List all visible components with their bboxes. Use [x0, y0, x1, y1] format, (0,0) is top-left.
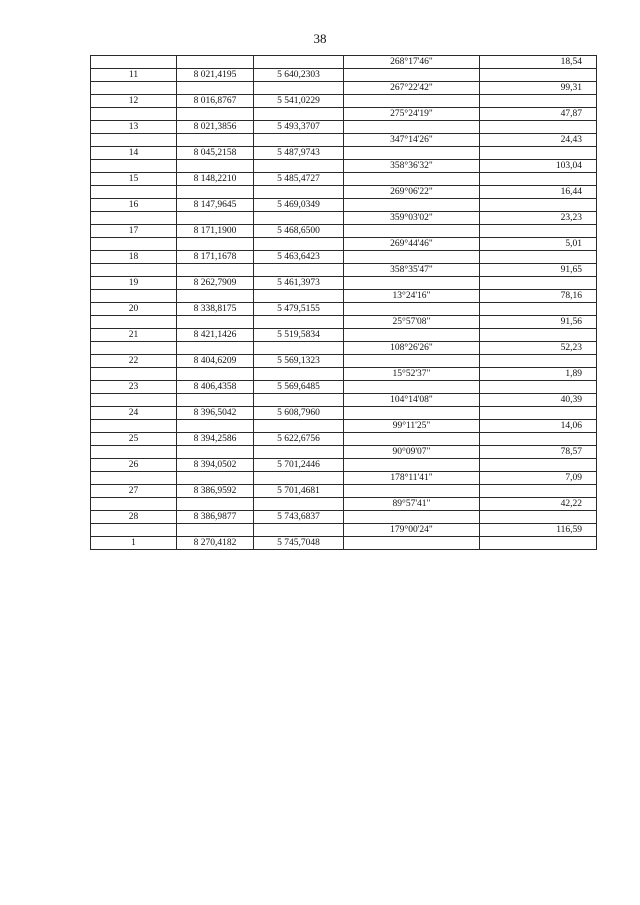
y-coordinate-cell: 5 569,6485 [254, 381, 344, 394]
angle-cell [344, 121, 480, 134]
x-coordinate-cell: 8 021,4195 [177, 69, 254, 82]
x-coordinate-cell: 8 386,9592 [177, 485, 254, 498]
point-number-cell: 22 [91, 355, 177, 368]
y-coordinate-cell: 5 608,7960 [254, 407, 344, 420]
length-cell: 7,09 [480, 472, 597, 485]
angle-cell: 99°11'25" [344, 420, 480, 433]
angle-cell: 178°11'41" [344, 472, 480, 485]
y-coordinate-cell [254, 498, 344, 511]
point-number-cell: 17 [91, 225, 177, 238]
angle-cell: 25°57'08" [344, 316, 480, 329]
point-row [91, 459, 597, 472]
y-coordinate-cell: 5 640,2303 [254, 69, 344, 82]
x-coordinate-cell: 8 386,9877 [177, 511, 254, 524]
x-coordinate-cell [177, 394, 254, 407]
angle-cell [344, 251, 480, 264]
angle-cell: 268°17'46" [344, 56, 480, 69]
point-row [91, 147, 597, 160]
y-coordinate-cell: 5 701,4681 [254, 485, 344, 498]
y-coordinate-cell [254, 82, 344, 95]
length-cell: 47,87 [480, 108, 597, 121]
point-row [91, 407, 597, 420]
y-coordinate-cell [254, 342, 344, 355]
x-coordinate-cell: 8 338,8175 [177, 303, 254, 316]
x-coordinate-cell [177, 56, 254, 69]
x-coordinate-cell: 8 270,4182 [177, 537, 254, 550]
length-cell [480, 225, 597, 238]
y-coordinate-cell: 5 463,6423 [254, 251, 344, 264]
y-coordinate-cell [254, 290, 344, 303]
point-number-cell [91, 108, 177, 121]
length-cell [480, 251, 597, 264]
length-cell: 40,39 [480, 394, 597, 407]
x-coordinate-cell [177, 368, 254, 381]
length-cell [480, 303, 597, 316]
y-coordinate-cell: 5 745,7048 [254, 537, 344, 550]
angle-cell [344, 199, 480, 212]
angle-cell [344, 355, 480, 368]
y-coordinate-cell [254, 186, 344, 199]
point-number-cell [91, 316, 177, 329]
x-coordinate-cell [177, 186, 254, 199]
point-number-cell: 1 [91, 537, 177, 550]
angle-cell: 358°36'32" [344, 160, 480, 173]
y-coordinate-cell [254, 420, 344, 433]
point-row [91, 511, 597, 524]
coordinates-table [90, 55, 597, 550]
angle-cell: 347°14'26" [344, 134, 480, 147]
angle-cell [344, 69, 480, 82]
y-coordinate-cell [254, 264, 344, 277]
point-row [91, 329, 597, 342]
length-cell [480, 537, 597, 550]
y-coordinate-cell: 5 493,3707 [254, 121, 344, 134]
point-row [91, 121, 597, 134]
segment-row [91, 108, 597, 121]
point-number-cell [91, 368, 177, 381]
angle-cell: 108°26'26" [344, 342, 480, 355]
segment-row [91, 212, 597, 225]
segment-row [91, 160, 597, 173]
point-number-cell: 25 [91, 433, 177, 446]
segment-row [91, 134, 597, 147]
point-number-cell: 26 [91, 459, 177, 472]
segment-row [91, 186, 597, 199]
length-cell [480, 277, 597, 290]
y-coordinate-cell [254, 394, 344, 407]
segment-row [91, 264, 597, 277]
x-coordinate-cell [177, 342, 254, 355]
length-cell: 99,31 [480, 82, 597, 95]
x-coordinate-cell: 8 394,0502 [177, 459, 254, 472]
point-number-cell [91, 56, 177, 69]
segment-row [91, 82, 597, 95]
segment-row [91, 446, 597, 459]
y-coordinate-cell: 5 469,0349 [254, 199, 344, 212]
point-number-cell [91, 160, 177, 173]
x-coordinate-cell: 8 396,5042 [177, 407, 254, 420]
length-cell: 103,04 [480, 160, 597, 173]
length-cell [480, 199, 597, 212]
length-cell: 91,56 [480, 316, 597, 329]
segment-row [91, 472, 597, 485]
point-number-cell: 19 [91, 277, 177, 290]
y-coordinate-cell: 5 541,0229 [254, 95, 344, 108]
angle-cell: 13°24'16" [344, 290, 480, 303]
length-cell: 1,89 [480, 368, 597, 381]
segment-row [91, 56, 597, 69]
y-coordinate-cell [254, 446, 344, 459]
length-cell [480, 173, 597, 186]
coordinates-table-body [91, 56, 597, 550]
x-coordinate-cell: 8 148,2210 [177, 173, 254, 186]
y-coordinate-cell: 5 468,6500 [254, 225, 344, 238]
x-coordinate-cell: 8 262,7909 [177, 277, 254, 290]
point-row [91, 433, 597, 446]
length-cell [480, 485, 597, 498]
y-coordinate-cell: 5 487,9743 [254, 147, 344, 160]
point-number-cell [91, 186, 177, 199]
point-number-cell [91, 134, 177, 147]
y-coordinate-cell: 5 743,6837 [254, 511, 344, 524]
point-number-cell: 15 [91, 173, 177, 186]
y-coordinate-cell: 5 479,5155 [254, 303, 344, 316]
point-number-cell: 23 [91, 381, 177, 394]
x-coordinate-cell [177, 134, 254, 147]
x-coordinate-cell [177, 212, 254, 225]
y-coordinate-cell [254, 238, 344, 251]
angle-cell [344, 173, 480, 186]
angle-cell [344, 459, 480, 472]
x-coordinate-cell: 8 404,6209 [177, 355, 254, 368]
length-cell: 18,54 [480, 56, 597, 69]
angle-cell [344, 95, 480, 108]
y-coordinate-cell [254, 134, 344, 147]
angle-cell: 267°22'42" [344, 82, 480, 95]
x-coordinate-cell [177, 498, 254, 511]
y-coordinate-cell: 5 519,5834 [254, 329, 344, 342]
angle-cell: 269°44'46" [344, 238, 480, 251]
length-cell: 78,57 [480, 446, 597, 459]
length-cell [480, 121, 597, 134]
point-row [91, 95, 597, 108]
point-number-cell [91, 524, 177, 537]
angle-cell [344, 381, 480, 394]
y-coordinate-cell [254, 472, 344, 485]
length-cell [480, 459, 597, 472]
angle-cell: 359°03'02" [344, 212, 480, 225]
y-coordinate-cell [254, 108, 344, 121]
point-number-cell [91, 290, 177, 303]
segment-row [91, 368, 597, 381]
y-coordinate-cell [254, 160, 344, 173]
x-coordinate-cell [177, 472, 254, 485]
point-number-cell: 16 [91, 199, 177, 212]
x-coordinate-cell [177, 420, 254, 433]
y-coordinate-cell: 5 485,4727 [254, 173, 344, 186]
angle-cell: 90°09'07" [344, 446, 480, 459]
segment-row [91, 238, 597, 251]
point-row [91, 277, 597, 290]
point-number-cell [91, 420, 177, 433]
point-number-cell [91, 82, 177, 95]
point-number-cell [91, 342, 177, 355]
length-cell: 42,22 [480, 498, 597, 511]
x-coordinate-cell [177, 160, 254, 173]
y-coordinate-cell [254, 316, 344, 329]
angle-cell [344, 147, 480, 160]
angle-cell [344, 303, 480, 316]
angle-cell [344, 511, 480, 524]
x-coordinate-cell [177, 446, 254, 459]
segment-row [91, 420, 597, 433]
length-cell [480, 511, 597, 524]
point-number-cell: 14 [91, 147, 177, 160]
point-row [91, 537, 597, 550]
point-number-cell: 20 [91, 303, 177, 316]
angle-cell: 179°00'24" [344, 524, 480, 537]
x-coordinate-cell: 8 171,1900 [177, 225, 254, 238]
x-coordinate-cell: 8 147,9645 [177, 199, 254, 212]
y-coordinate-cell: 5 622,6756 [254, 433, 344, 446]
x-coordinate-cell [177, 524, 254, 537]
point-number-cell [91, 498, 177, 511]
length-cell: 78,16 [480, 290, 597, 303]
point-row [91, 69, 597, 82]
x-coordinate-cell [177, 82, 254, 95]
angle-cell [344, 485, 480, 498]
y-coordinate-cell: 5 569,1323 [254, 355, 344, 368]
length-cell [480, 407, 597, 420]
length-cell: 16,44 [480, 186, 597, 199]
length-cell [480, 147, 597, 160]
point-row [91, 355, 597, 368]
angle-cell: 269°06'22" [344, 186, 480, 199]
x-coordinate-cell [177, 316, 254, 329]
point-number-cell: 21 [91, 329, 177, 342]
length-cell: 24,43 [480, 134, 597, 147]
angle-cell: 15°52'37" [344, 368, 480, 381]
length-cell [480, 69, 597, 82]
y-coordinate-cell [254, 56, 344, 69]
point-number-cell: 11 [91, 69, 177, 82]
length-cell [480, 355, 597, 368]
y-coordinate-cell [254, 524, 344, 537]
angle-cell: 104°14'08" [344, 394, 480, 407]
point-number-cell [91, 238, 177, 251]
x-coordinate-cell: 8 016,8767 [177, 95, 254, 108]
page-number: 38 [313, 31, 327, 46]
point-number-cell [91, 264, 177, 277]
length-cell: 116,59 [480, 524, 597, 537]
length-cell: 52,23 [480, 342, 597, 355]
x-coordinate-cell: 8 171,1678 [177, 251, 254, 264]
angle-cell: 89°57'41" [344, 498, 480, 511]
x-coordinate-cell [177, 108, 254, 121]
point-row [91, 485, 597, 498]
point-row [91, 251, 597, 264]
y-coordinate-cell: 5 701,2446 [254, 459, 344, 472]
angle-cell: 358°35'47" [344, 264, 480, 277]
x-coordinate-cell: 8 021,3856 [177, 121, 254, 134]
point-number-cell: 28 [91, 511, 177, 524]
angle-cell [344, 277, 480, 290]
angle-cell: 275°24'19" [344, 108, 480, 121]
x-coordinate-cell: 8 421,1426 [177, 329, 254, 342]
segment-row [91, 290, 597, 303]
y-coordinate-cell: 5 461,3973 [254, 277, 344, 290]
length-cell: 14,06 [480, 420, 597, 433]
x-coordinate-cell: 8 045,2158 [177, 147, 254, 160]
point-row [91, 199, 597, 212]
point-row [91, 381, 597, 394]
point-number-cell [91, 212, 177, 225]
x-coordinate-cell: 8 406,4358 [177, 381, 254, 394]
point-number-cell: 13 [91, 121, 177, 134]
angle-cell [344, 537, 480, 550]
length-cell [480, 381, 597, 394]
angle-cell [344, 433, 480, 446]
point-number-cell: 12 [91, 95, 177, 108]
point-number-cell: 27 [91, 485, 177, 498]
point-row [91, 303, 597, 316]
x-coordinate-cell [177, 290, 254, 303]
point-number-cell [91, 446, 177, 459]
point-number-cell: 18 [91, 251, 177, 264]
length-cell: 5,01 [480, 238, 597, 251]
point-number-cell: 24 [91, 407, 177, 420]
y-coordinate-cell [254, 212, 344, 225]
segment-row [91, 316, 597, 329]
y-coordinate-cell [254, 368, 344, 381]
x-coordinate-cell [177, 264, 254, 277]
length-cell: 91,65 [480, 264, 597, 277]
x-coordinate-cell: 8 394,2586 [177, 433, 254, 446]
point-row [91, 173, 597, 186]
angle-cell [344, 329, 480, 342]
point-number-cell [91, 394, 177, 407]
segment-row [91, 524, 597, 537]
point-row [91, 225, 597, 238]
angle-cell [344, 225, 480, 238]
segment-row [91, 342, 597, 355]
angle-cell [344, 407, 480, 420]
length-cell [480, 95, 597, 108]
length-cell [480, 433, 597, 446]
segment-row [91, 394, 597, 407]
point-number-cell [91, 472, 177, 485]
length-cell: 23,23 [480, 212, 597, 225]
length-cell [480, 329, 597, 342]
x-coordinate-cell [177, 238, 254, 251]
segment-row [91, 498, 597, 511]
